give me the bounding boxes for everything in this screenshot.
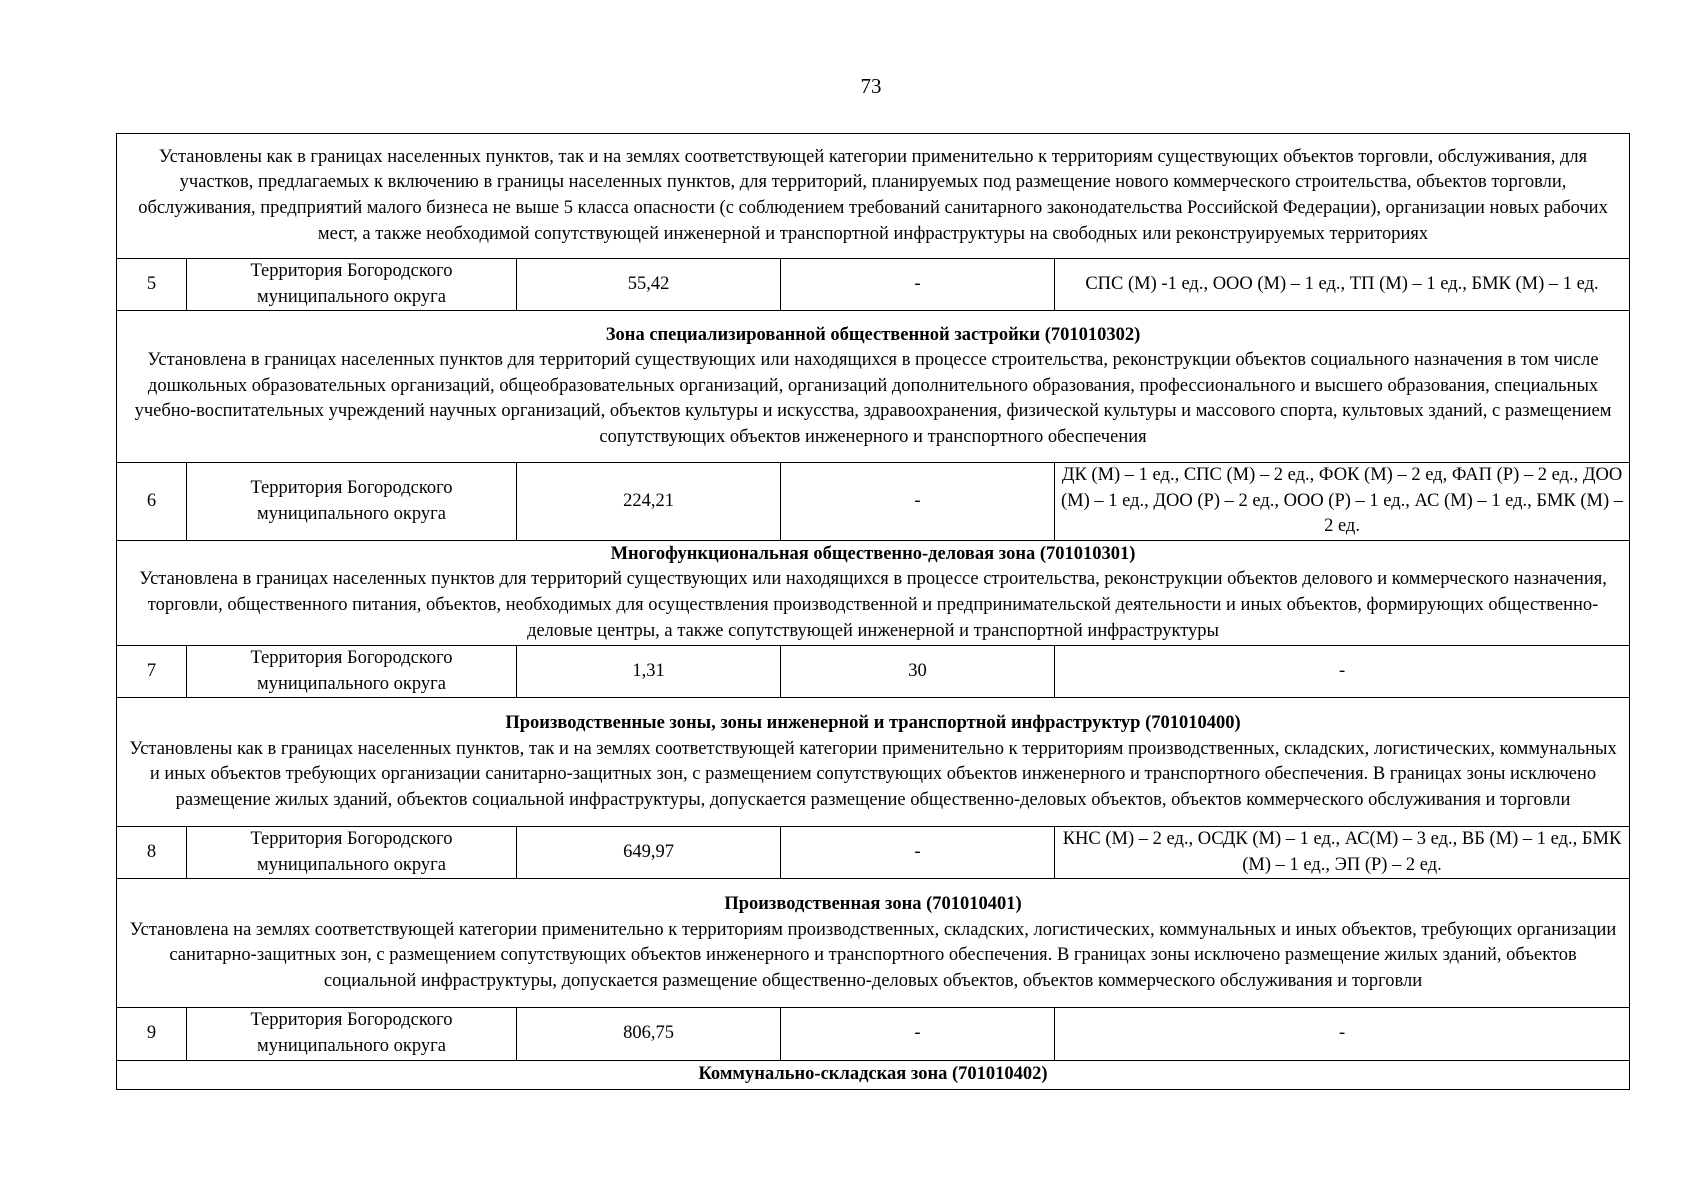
table-row xyxy=(117,645,1630,697)
value-cell: - xyxy=(781,1008,1055,1060)
zone-description-row xyxy=(117,311,1630,463)
zone-description-row xyxy=(117,134,1630,259)
zone-title: Коммунально-складская зона (701010402) xyxy=(698,1063,1048,1084)
zone-description xyxy=(117,698,1630,827)
value-cell: - xyxy=(781,463,1055,541)
table-row xyxy=(117,463,1630,541)
zone-text: Установлена в границах населенных пунктов для территорий существующих или находящихся в процессе строительства, реконструкции объектов делового и коммерческого назначения, торговли, общественного питания, объектов, необходимых для осуществления производственной и предпринимательской деятельности и иных объектов, формирующих общественно-деловые центры, а также сопутствующей инженерной и транспортной инфраструктуры xyxy=(139,569,1607,641)
zone-text: Установлены как в границах населенных пунктов, так и на землях соответствующей категории применительно к территориям производственных, складских, логистических, коммунальных и иных объектов требующих организации санитарно-защитных зон, с размещением сопутствующих объектов инженерного и транспортного обеспечения. В границах зоны исключено размещение жилых зданий, объектов социальной инфраструктуры, допускается размещение общественно-деловых объектов, объектов коммерческого обслуживания и торговли xyxy=(129,738,1617,810)
zone-title: Производственные зоны, зоны инженерной и транспортной инфраструктур (701010400) xyxy=(505,712,1241,733)
zone-description xyxy=(117,134,1630,259)
table-row xyxy=(117,827,1630,879)
zone-description-row xyxy=(117,698,1630,827)
area-cell: 649,97 xyxy=(517,827,781,879)
table-row xyxy=(117,1008,1630,1060)
value-cell: 30 xyxy=(781,645,1055,697)
area-cell: 1,31 xyxy=(517,645,781,697)
zone-description xyxy=(117,1060,1630,1089)
objects-cell: - xyxy=(1055,1008,1630,1060)
zone-text: Установлена на землях соответствующей категории применительно к территориям производственных, складских, логистических, коммунальных и иных объектов, требующих организации санитарно-защитных зон, с размещением сопутствующих объектов инженерного и транспортного обеспечения. В границах зоны исключено размещение жилых зданий, объектов социальной инфраструктуры, допускается размещение общественно-деловых объектов, объектов коммерческого обслуживания и торговли xyxy=(129,919,1617,991)
area-cell: 806,75 xyxy=(517,1008,781,1060)
territory-cell: Территория Богородского муниципального округа xyxy=(187,645,517,697)
row-number: 5 xyxy=(117,259,187,311)
zone-title: Зона специализированной общественной застройки (701010302) xyxy=(605,324,1141,345)
row-number: 6 xyxy=(117,463,187,541)
territory-cell: Территория Богородского муниципального округа xyxy=(187,827,517,879)
value-cell: - xyxy=(781,259,1055,311)
table-row xyxy=(117,259,1630,311)
zone-text: Установлена в границах населенных пунктов для территорий существующих или находящихся в процессе строительства, реконструкции объектов социального назначения в том числе дошкольных образовательных организаций, общеобразовательных организаций, организаций дополнительного образования, профессионального и высшего образования, специальных учебно-воспитательных учреждений научных организаций, объектов культуры и искусства, здравоохранения, физической культуры и массового спорта, культовых зданий, с размещением сопутствующих объектов инженерного и транспортного обеспечения xyxy=(134,350,1612,448)
objects-cell: - xyxy=(1055,645,1630,697)
objects-cell: СПС (М) -1 ед., ООО (М) – 1 ед., ТП (М) – 1 ед., БМК (М) – 1 ед. xyxy=(1055,259,1630,311)
zone-description-row xyxy=(117,1060,1630,1089)
territory-cell: Территория Богородского муниципального округа xyxy=(187,259,517,311)
page-number: 73 xyxy=(860,74,882,98)
zone-description xyxy=(117,879,1630,1008)
area-cell: 224,21 xyxy=(517,463,781,541)
row-number: 7 xyxy=(117,645,187,697)
zone-description-row xyxy=(117,879,1630,1008)
row-number: 9 xyxy=(117,1008,187,1060)
row-number: 8 xyxy=(117,827,187,879)
zone-text: Установлены как в границах населенных пунктов, так и на землях соответствующей категории применительно к территориям существующих объектов торговли, обслуживания, для участков, предлагаемых к включению в границы населенных пунктов, для территорий, планируемых под размещение нового коммерческого строительства, объектов торговли, обслуживания, предприятий малого бизнеса не выше 5 класса опасности (с соблюдением требований санитарного законодательства Российской Федерации), организации новых рабочих мест, а также необходимой сопутствующей инженерной и транспортной инфраструктуры на свободных или реконструируемых территориях xyxy=(138,146,1608,244)
zone-description-row xyxy=(117,540,1630,645)
territory-cell: Территория Богородского муниципального округа xyxy=(187,1008,517,1060)
value-cell: - xyxy=(781,827,1055,879)
zone-description xyxy=(117,311,1630,463)
zone-title: Производственная зона (701010401) xyxy=(724,894,1022,915)
zones-table xyxy=(116,133,1630,1090)
objects-cell: ДК (М) – 1 ед., СПС (М) – 2 ед., ФОК (М) – 2 ед, ФАП (Р) – 2 ед., ДОО (М) – 1 ед., ДОО (Р) – 2 ед., ООО (Р) – 1 ед., АС (М) – 1 ед., БМК (М) – 2 ед. xyxy=(1055,463,1630,541)
objects-cell: КНС (М) – 2 ед., ОСДК (М) – 1 ед., АС(М) – 3 ед., ВБ (М) – 1 ед., БМК (М) – 1 ед., ЭП (Р) – 2 ед. xyxy=(1055,827,1630,879)
zone-description xyxy=(117,540,1630,645)
area-cell: 55,42 xyxy=(517,259,781,311)
territory-cell: Территория Богородского муниципального округа xyxy=(187,463,517,541)
zone-title: Многофункциональная общественно-деловая зона (701010301) xyxy=(610,543,1136,564)
